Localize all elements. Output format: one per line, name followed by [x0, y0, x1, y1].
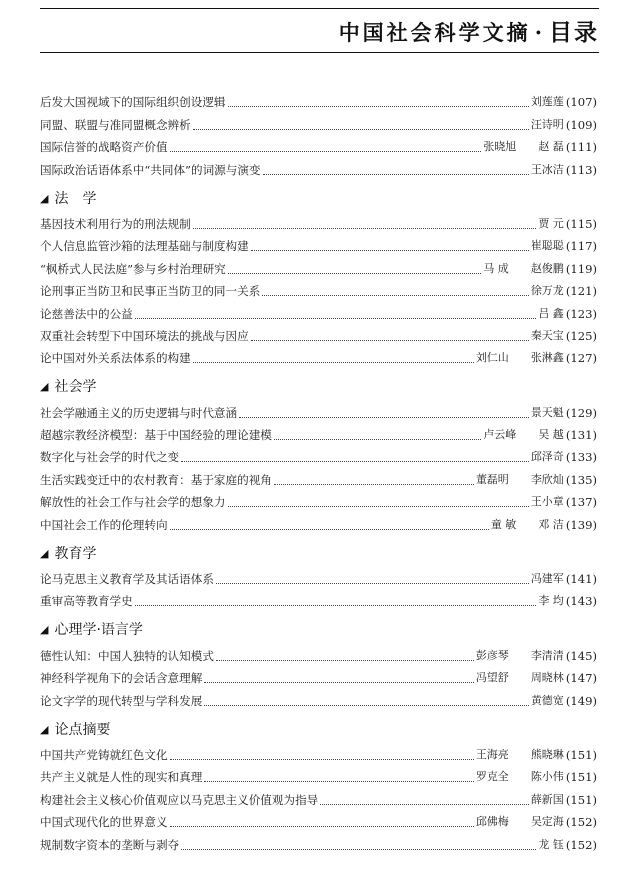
section-heading [40, 619, 597, 641]
page-number: (141) [565, 572, 597, 587]
entry-authors [476, 648, 564, 664]
entry-authors [538, 593, 564, 609]
toc-entry[interactable] [40, 443, 597, 465]
entry-authors [476, 472, 564, 488]
toc-entry[interactable] [40, 322, 597, 344]
page-number: (115) [565, 216, 597, 231]
entry-authors [531, 162, 564, 178]
entry-title: 国际政治话语体系中“共同体”的词源与演变 [40, 162, 261, 177]
toc-entry[interactable] [40, 510, 597, 532]
entry-title: 共产主义就是人性的现实和真理 [40, 770, 203, 785]
dot-leader [135, 605, 537, 606]
page-number: (131) [565, 428, 597, 443]
toc-entry[interactable] [40, 232, 597, 254]
page-number: (119) [565, 261, 597, 276]
dot-leader [204, 682, 473, 683]
section-heading-text: 法 学 [54, 190, 97, 207]
entry-title: 论刑事正当防卫和民事正当防卫的同一关系 [40, 284, 261, 299]
author-name: 李清清 [530, 648, 564, 662]
author-name: 彭彦琴 [475, 648, 509, 662]
page-number: (121) [565, 284, 597, 299]
entry-authors [538, 306, 564, 322]
page-number: (149) [565, 693, 597, 708]
author-name: 秦天宝 [530, 328, 564, 342]
entry-authors [531, 449, 564, 465]
dot-leader [239, 417, 529, 418]
dot-leader [193, 129, 529, 130]
toc-entry[interactable] [40, 110, 597, 132]
triangle-marker-icon: ◢ [40, 546, 49, 560]
table-of-contents [40, 88, 597, 863]
page-number: (127) [565, 351, 597, 366]
entry-authors [531, 328, 564, 344]
author-name: 王海亮 [475, 747, 509, 761]
page-number: (135) [565, 472, 597, 487]
entry-title: 数字化与社会学的时代之变 [40, 450, 180, 465]
entry-authors [531, 238, 564, 254]
author-name: 童 敏 [490, 517, 517, 531]
section-heading-text: 教育学 [54, 545, 97, 562]
author-name: 董磊明 [475, 472, 509, 486]
header-top-rule [40, 8, 599, 9]
author-name: 崔聪聪 [530, 239, 564, 253]
entry-title: 神经科学视角下的会话含意理解 [40, 671, 203, 686]
section-heading-text: 社会学 [54, 379, 97, 396]
author-name: 冯望舒 [475, 671, 509, 685]
author-name: 吴定海 [530, 815, 564, 829]
entry-title: 双重社会转型下中国环境法的挑战与因应 [40, 328, 249, 343]
toc-entry[interactable] [40, 686, 597, 708]
entry-title: 国际信誉的战略资产价值 [40, 140, 168, 155]
dot-leader [170, 151, 482, 152]
page-number: (113) [565, 162, 597, 177]
entry-title: 重审高等教育学史 [40, 594, 133, 609]
entry-title: 超越宗教经济模型：基于中国经验的理论建模 [40, 428, 272, 443]
dot-leader [193, 362, 474, 363]
dot-leader [135, 318, 537, 319]
page-number: (152) [565, 837, 597, 852]
author-name: 徐万龙 [530, 284, 564, 298]
section-heading-text: 心理学·语言学 [54, 622, 143, 639]
toc-entry[interactable] [40, 421, 597, 443]
author-name: 刘仁山 [475, 351, 509, 365]
toc-entry[interactable] [40, 398, 597, 420]
dot-leader [216, 583, 529, 584]
entry-title: 解放性的社会工作与社会学的想象力 [40, 495, 226, 510]
dot-leader [274, 484, 474, 485]
author-name: 吕 鑫 [538, 306, 564, 320]
author-name: 王小章 [530, 495, 564, 509]
triangle-marker-icon: ◢ [40, 191, 49, 205]
page-number: (147) [565, 671, 597, 686]
page-number: (151) [565, 792, 597, 807]
entry-title: 规制数字资本的垄断与剥夺 [40, 837, 180, 852]
dot-leader [170, 759, 474, 760]
author-name: 吴 越 [538, 428, 564, 442]
entry-authors [531, 792, 564, 808]
entry-title: 论马克思主义教育学及其话语体系 [40, 572, 214, 587]
triangle-marker-icon: ◢ [40, 623, 49, 637]
toc-entry[interactable] [40, 277, 597, 299]
entry-title: 后发大国视域下的国际组织创设逻辑 [40, 95, 226, 110]
section-heading [40, 719, 597, 741]
author-name: 卢云峰 [483, 428, 517, 442]
section-heading-text: 论点摘要 [54, 721, 111, 738]
author-name: 马 成 [483, 261, 509, 275]
dot-leader [228, 273, 482, 274]
toc-entry[interactable] [40, 488, 597, 510]
toc-entry[interactable] [40, 830, 597, 852]
entry-authors [476, 747, 564, 763]
toc-entry[interactable] [40, 741, 597, 763]
dot-leader [251, 340, 529, 341]
triangle-marker-icon: ◢ [40, 380, 49, 394]
author-name: 邱佛梅 [475, 815, 509, 829]
header-bottom-rule [40, 52, 599, 53]
author-name: 景天魁 [530, 405, 564, 419]
toc-entry[interactable] [40, 465, 597, 487]
dot-leader [181, 461, 529, 462]
toc-entry[interactable] [40, 133, 597, 155]
entry-authors [476, 350, 564, 366]
toc-entry[interactable] [40, 344, 597, 366]
page-number: (123) [565, 306, 597, 321]
entry-title: 中国共产党铸就红色文化 [40, 747, 168, 762]
author-name: 张淋鑫 [530, 351, 564, 365]
entry-title: 中国式现代化的世界意义 [40, 815, 168, 830]
author-name: 罗克全 [475, 770, 509, 784]
entry-authors [531, 693, 564, 709]
page-number: (151) [565, 747, 597, 762]
author-name: 赵俊鹏 [530, 261, 564, 275]
section-heading [40, 188, 597, 210]
toc-section [40, 719, 597, 853]
section-heading [40, 376, 597, 398]
page-number: (137) [565, 495, 597, 510]
entry-title: 个人信息监管沙箱的法理基础与制度构建 [40, 239, 249, 254]
toc-section [40, 376, 597, 532]
header-separator: · [534, 20, 545, 45]
entry-title: 同盟、联盟与准同盟概念辨析 [40, 117, 191, 132]
entry-title: 论慈善法中的公益 [40, 306, 133, 321]
author-name: 薛新国 [530, 792, 564, 806]
page-number: (109) [565, 117, 597, 132]
page-number: (139) [565, 517, 597, 532]
dot-leader [263, 174, 529, 175]
page-number: (125) [565, 328, 597, 343]
toc-section [40, 543, 597, 610]
dot-leader [228, 106, 529, 107]
entry-title: 中国社会工作的伦理转向 [40, 517, 168, 532]
dot-leader [228, 506, 529, 507]
toc-entry[interactable] [40, 587, 597, 609]
author-name: 刘莲莲 [530, 95, 564, 109]
entry-authors [476, 814, 564, 830]
author-name: 汪诗明 [530, 117, 564, 131]
page-number: (107) [565, 95, 597, 110]
entry-authors [538, 837, 564, 853]
journal-name: 中国社会科学文摘 [338, 20, 531, 45]
author-name: 李欣灿 [530, 472, 564, 486]
dot-leader [216, 660, 474, 661]
entry-title: 论文字学的现代转型与学科发展 [40, 693, 203, 708]
dot-leader [193, 228, 537, 229]
dot-leader [204, 705, 528, 706]
toc-section [40, 188, 597, 367]
dot-leader [320, 804, 529, 805]
section-heading [40, 543, 597, 565]
page-number: (111) [565, 140, 597, 155]
toc-entry[interactable] [40, 785, 597, 807]
author-name: 熊晓琳 [530, 747, 564, 761]
toc-entry[interactable] [40, 641, 597, 663]
entry-authors [483, 139, 564, 155]
entry-authors [531, 494, 564, 510]
page-number: (145) [565, 648, 597, 663]
section-title: 目录 [549, 19, 599, 46]
author-name: 龙 钰 [538, 837, 564, 851]
author-name: 邓 洁 [538, 517, 564, 531]
dot-leader [170, 529, 489, 530]
entry-authors [476, 769, 564, 785]
dot-leader [262, 295, 529, 296]
toc-section [40, 88, 597, 178]
entry-authors [531, 405, 564, 421]
toc-entry[interactable] [40, 299, 597, 321]
author-name: 陈小伟 [530, 770, 564, 784]
entry-authors [531, 117, 564, 133]
dot-leader [170, 826, 474, 827]
author-name: 周晓林 [530, 671, 564, 685]
toc-entry[interactable] [40, 808, 597, 830]
entry-authors [476, 670, 564, 686]
dot-leader [274, 439, 481, 440]
toc-entry[interactable] [40, 763, 597, 785]
entry-title: 社会学融通主义的历史逻辑与时代意涵 [40, 405, 238, 420]
entry-authors [491, 517, 564, 533]
page-number: (117) [565, 239, 597, 254]
toc-entry[interactable] [40, 664, 597, 686]
entry-title: 德性认知：中国人独特的认知模式 [40, 648, 214, 663]
journal-header [339, 14, 599, 47]
author-name: 王冰洁 [530, 162, 564, 176]
author-name: 邱泽奇 [530, 450, 564, 464]
entry-authors [531, 94, 564, 110]
page-number: (152) [565, 815, 597, 830]
entry-authors [483, 427, 564, 443]
entry-title: 生活实践变迁中的农村教育：基于家庭的视角 [40, 472, 272, 487]
dot-leader [251, 250, 529, 251]
toc-section [40, 619, 597, 708]
author-name: 赵 磊 [538, 140, 564, 154]
entry-authors [483, 261, 564, 277]
toc-entry[interactable] [40, 254, 597, 276]
toc-entry[interactable] [40, 88, 597, 110]
toc-entry[interactable] [40, 565, 597, 587]
dot-leader [204, 781, 473, 782]
page-number: (151) [565, 770, 597, 785]
author-name: 黄德宽 [530, 693, 564, 707]
author-name: 冯建军 [530, 572, 564, 586]
dot-leader [181, 849, 536, 850]
author-name: 李 均 [538, 594, 564, 608]
author-name: 贾 元 [538, 216, 564, 230]
entry-authors [531, 283, 564, 299]
entry-title: “枫桥式人民法庭”参与乡村治理研究 [40, 261, 226, 276]
author-name: 张晓旭 [483, 140, 517, 154]
entry-title: 基因技术利用行为的刑法规制 [40, 216, 191, 231]
toc-entry[interactable] [40, 155, 597, 177]
page-number: (129) [565, 405, 597, 420]
entry-title: 构建社会主义核心价值观应以马克思主义价值观为指导 [40, 792, 319, 807]
entry-authors [531, 571, 564, 587]
page-number: (143) [565, 594, 597, 609]
page-number: (133) [565, 450, 597, 465]
triangle-marker-icon: ◢ [40, 722, 49, 736]
entry-authors [538, 216, 564, 232]
entry-title: 论中国对外关系法体系的构建 [40, 351, 191, 366]
toc-entry[interactable] [40, 210, 597, 232]
